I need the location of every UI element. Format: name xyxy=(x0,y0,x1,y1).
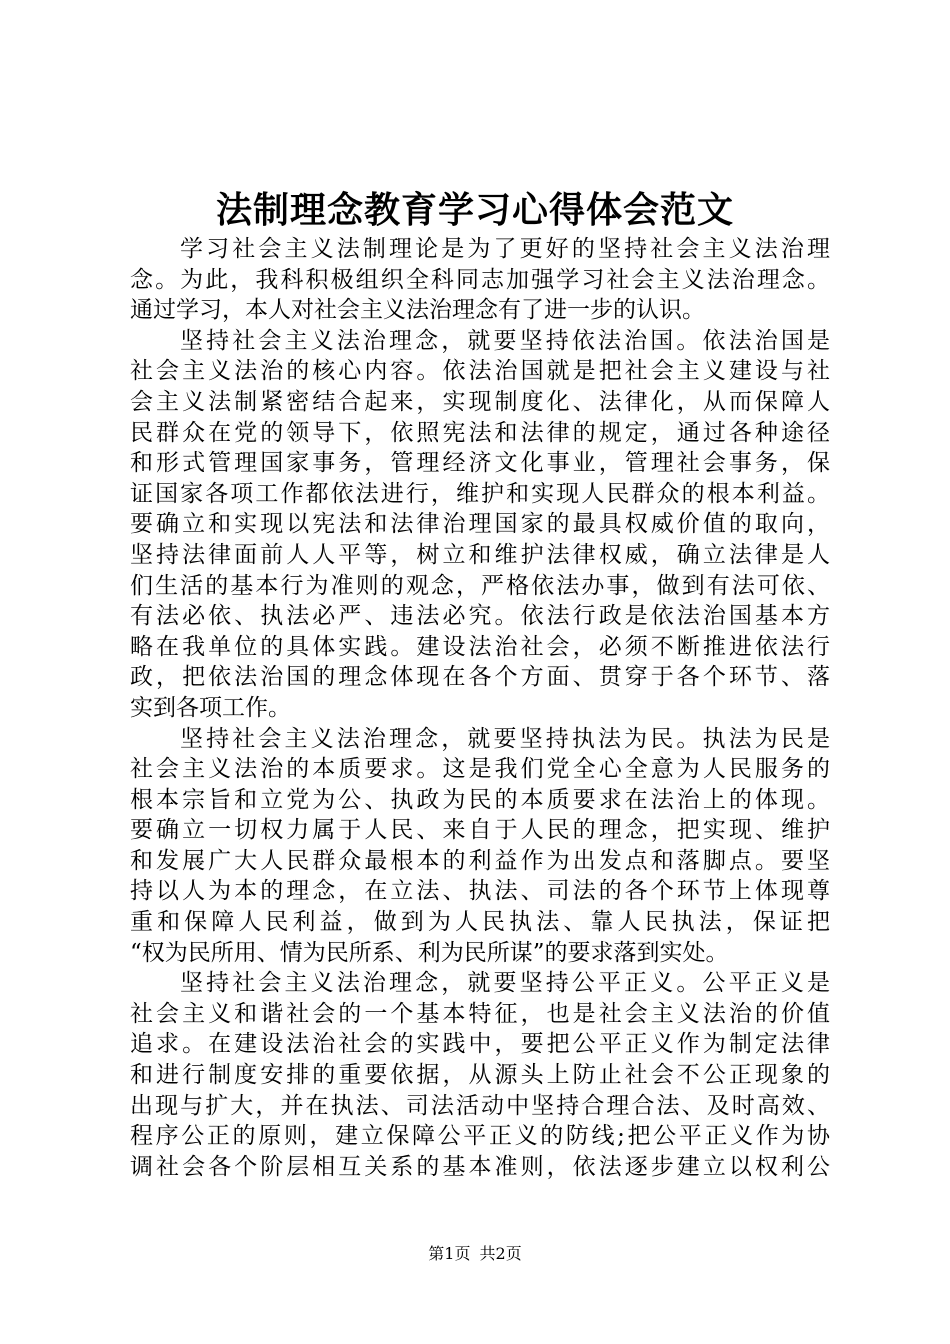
text-line: 坚持社会主义法治理念，就要坚持依法治国。依法治国是 xyxy=(180,327,830,354)
text-line: 社会主义和谐社会的一个基本特征，也是社会主义法治的价值 xyxy=(130,1000,830,1027)
text-line: 略在我单位的具体实践。建设法治社会，必须不断推进依法行 xyxy=(130,633,830,660)
page-number: 第1页 xyxy=(428,1244,471,1263)
page-total: 共2页 xyxy=(479,1244,522,1263)
text-line: 证国家各项工作都依法进行，维护和实现人民群众的根本利益。 xyxy=(130,480,830,507)
text-line: 政，把依法治国的理念体现在各个方面、贯穿于各个环节、落 xyxy=(130,664,830,691)
paragraph xyxy=(130,724,830,969)
text-line: 要确立一切权力属于人民、来自于人民的理念，把实现、维护 xyxy=(130,817,830,844)
paragraph xyxy=(130,968,830,1182)
text-line: 社会主义法治的核心内容。依法治国就是把社会主义建设与社 xyxy=(130,358,830,385)
text-line: 社会主义法治的本质要求。这是我们党全心全意为人民服务的 xyxy=(130,756,830,783)
text-line: 学习社会主义法制理论是为了更好的坚持社会主义法治理 xyxy=(180,236,830,262)
text-line: 出现与扩大，并在执法、司法活动中坚持合理合法、及时高效、 xyxy=(130,1092,830,1119)
text-line: 们生活的基本行为准则的观念，严格依法办事，做到有法可依、 xyxy=(130,572,830,599)
text-line: 民群众在党的领导下，依照宪法和法律的规定，通过各种途径 xyxy=(130,419,830,446)
page-footer xyxy=(0,1243,950,1265)
text-line: 调社会各个阶层相互关系的基本准则，依法逐步建立以权利公 xyxy=(130,1153,830,1180)
text-line: 通过学习，本人对社会主义法治理念有了进一步的认识。 xyxy=(130,297,705,324)
text-line: 和发展广大人民群众最根本的利益作为出发点和落脚点。要坚 xyxy=(130,847,830,874)
text-line: 程序公正的原则，建立保障公平正义的防线;把公平正义作为协 xyxy=(130,1123,830,1150)
text-line: 持以人为本的理念，在立法、执法、司法的各个环节上体现尊 xyxy=(130,878,830,905)
text-line: 坚持社会主义法治理念，就要坚持公平正义。公平正义是 xyxy=(180,970,830,997)
text-line: 要确立和实现以宪法和法律治理国家的最具权威价值的取向， xyxy=(130,511,830,538)
document-body xyxy=(130,234,830,1182)
paragraph xyxy=(130,234,830,326)
text-line: 坚持社会主义法治理念，就要坚持执法为民。执法为民是 xyxy=(180,725,830,752)
text-line: 实到各项工作。 xyxy=(130,694,291,721)
text-line: 坚持法律面前人人平等，树立和维护法律权威，确立法律是人 xyxy=(130,541,830,568)
text-line: 和形式管理国家事务，管理经济文化事业，管理社会事务，保 xyxy=(130,450,830,477)
paragraph xyxy=(130,326,830,724)
text-line: 根本宗旨和立党为公、执政为民的本质要求在法治上的体现。 xyxy=(130,786,830,813)
document-title: 法制理念教育学习心得体会范文 xyxy=(215,189,734,231)
text-line: 和进行制度安排的重要依据，从源头上防止社会不公正现象的 xyxy=(130,1062,830,1089)
text-line: 重和保障人民利益，做到为人民执法、靠人民执法，保证把 xyxy=(130,909,830,936)
text-line: 有法必依、执法必严、违法必究。依法行政是依法治国基本方 xyxy=(130,603,830,630)
text-line: 会主义法制紧密结合起来，实现制度化、法律化，从而保障人 xyxy=(130,388,830,415)
text-line: 念。为此，我科积极组织全科同志加强学习社会主义法治理念。 xyxy=(130,266,830,293)
text-line: 追求。在建设法治社会的实践中，要把公平正义作为制定法律 xyxy=(130,1031,830,1058)
text-line: “权为民所用、情为民所系、利为民所谋”的要求落到实处。 xyxy=(130,939,729,966)
